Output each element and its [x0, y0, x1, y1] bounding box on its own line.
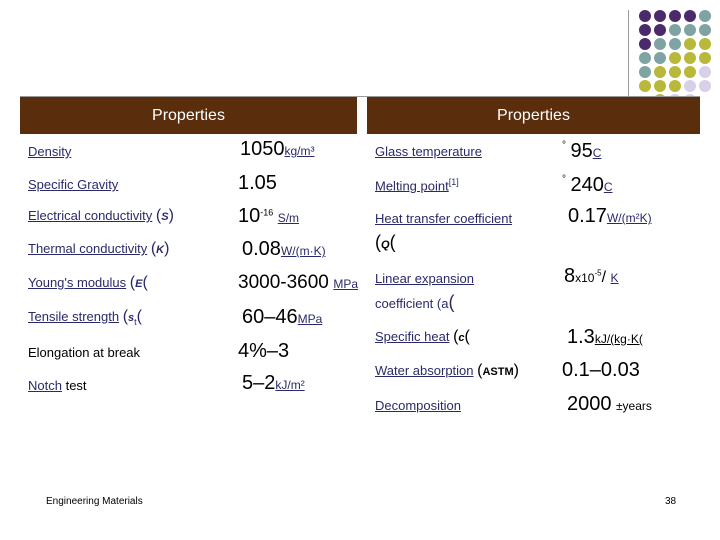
glass-temperature-value: ° 95C: [562, 140, 602, 162]
decorative-dot: [684, 66, 696, 78]
decorative-dot: [654, 10, 666, 22]
decorative-dot: [684, 80, 696, 92]
decorative-dot: [669, 52, 681, 64]
thermal-conductivity-value: 0.08W/(m·K): [242, 238, 326, 260]
heat-transfer-label: Heat transfer coefficient: [375, 211, 513, 226]
page-number: 38: [665, 496, 677, 507]
specific-heat-value: 1.3kJ/(kg·K(: [567, 326, 643, 348]
right-header: Properties: [367, 97, 700, 134]
tensile-strength-label: Tensile strength ($s_t$(: [28, 308, 142, 328]
water-absorption-label: Water absorption (ASTM): [375, 362, 519, 379]
decorative-dot: [639, 80, 651, 92]
decorative-dot: [684, 24, 696, 36]
density-value: 1050kg/m³: [240, 138, 315, 160]
youngs-modulus-value: 3000-3600 MPa: [238, 272, 359, 293]
decomposition-value: 2000 ±years: [567, 393, 652, 415]
water-absorption-value: 0.1–0.03: [562, 359, 640, 381]
decorative-dot: [639, 24, 651, 36]
decorative-dot: [699, 52, 711, 64]
melting-point-value: ° 240C: [562, 174, 613, 196]
glass-temperature-label: Glass temperature: [375, 144, 482, 159]
decorative-dot: [669, 66, 681, 78]
decorative-dot: [654, 52, 666, 64]
electrical-conductivity-value: $10^{-16}$ S/m: [238, 205, 300, 227]
decorative-dot: [639, 66, 651, 78]
decorative-dot: [699, 10, 711, 22]
decorative-dot: [699, 24, 711, 36]
melting-point-label: Melting point[1]: [375, 177, 459, 194]
specific-heat-label: Specific heat (c(: [375, 328, 470, 345]
decorative-dot: [669, 10, 681, 22]
decorative-dot: [639, 52, 651, 64]
decorative-dot: [684, 52, 696, 64]
decorative-dot: [684, 10, 696, 22]
thermal-conductivity-label: Thermal conductivity (K): [28, 240, 170, 257]
decorative-dot: [699, 80, 711, 92]
decomposition-label: Decomposition: [375, 398, 461, 413]
youngs-modulus-label: Young's modulus (E(: [28, 274, 148, 291]
footer-course-title: Engineering Materials: [46, 496, 143, 507]
linear-expansion-label: Linear expansion: [375, 271, 475, 286]
decorative-dot: [654, 66, 666, 78]
decorative-dot: [654, 24, 666, 36]
decorative-dot: [639, 10, 651, 22]
decorative-dot: [654, 80, 666, 92]
decorative-dot: [669, 24, 681, 36]
electrical-conductivity-label: Electrical conductivity (S): [28, 207, 174, 224]
specific-gravity-label: Specific Gravity: [28, 177, 119, 192]
density-label: Density: [28, 144, 72, 159]
decorative-dot: [699, 66, 711, 78]
left-header: Properties: [20, 97, 357, 134]
decorative-dot: [684, 38, 696, 50]
notch-test-value: 5–2kJ/m²: [242, 372, 305, 394]
elongation-value: 4%–3: [238, 340, 290, 362]
decorative-dot: [669, 80, 681, 92]
notch-test-label: Notch test: [28, 378, 87, 393]
decorative-dot: [669, 38, 681, 50]
heat-transfer-symbol: (Q(: [375, 232, 396, 252]
tensile-strength-value: 60–46MPa: [242, 306, 323, 328]
elongation-label: Elongation at break: [28, 345, 141, 360]
specific-gravity-value: 1.05: [238, 172, 277, 194]
decorative-vertical-line: [628, 10, 629, 105]
heat-transfer-value: 0.17W/(m²K): [568, 205, 652, 227]
linear-expansion-value: $8x10^{-5}/$ K: [564, 265, 619, 287]
decorative-dot: [654, 38, 666, 50]
decorative-dot: [639, 38, 651, 50]
linear-expansion-label-2: coefficient (a(: [375, 292, 455, 312]
decorative-dot: [699, 38, 711, 50]
